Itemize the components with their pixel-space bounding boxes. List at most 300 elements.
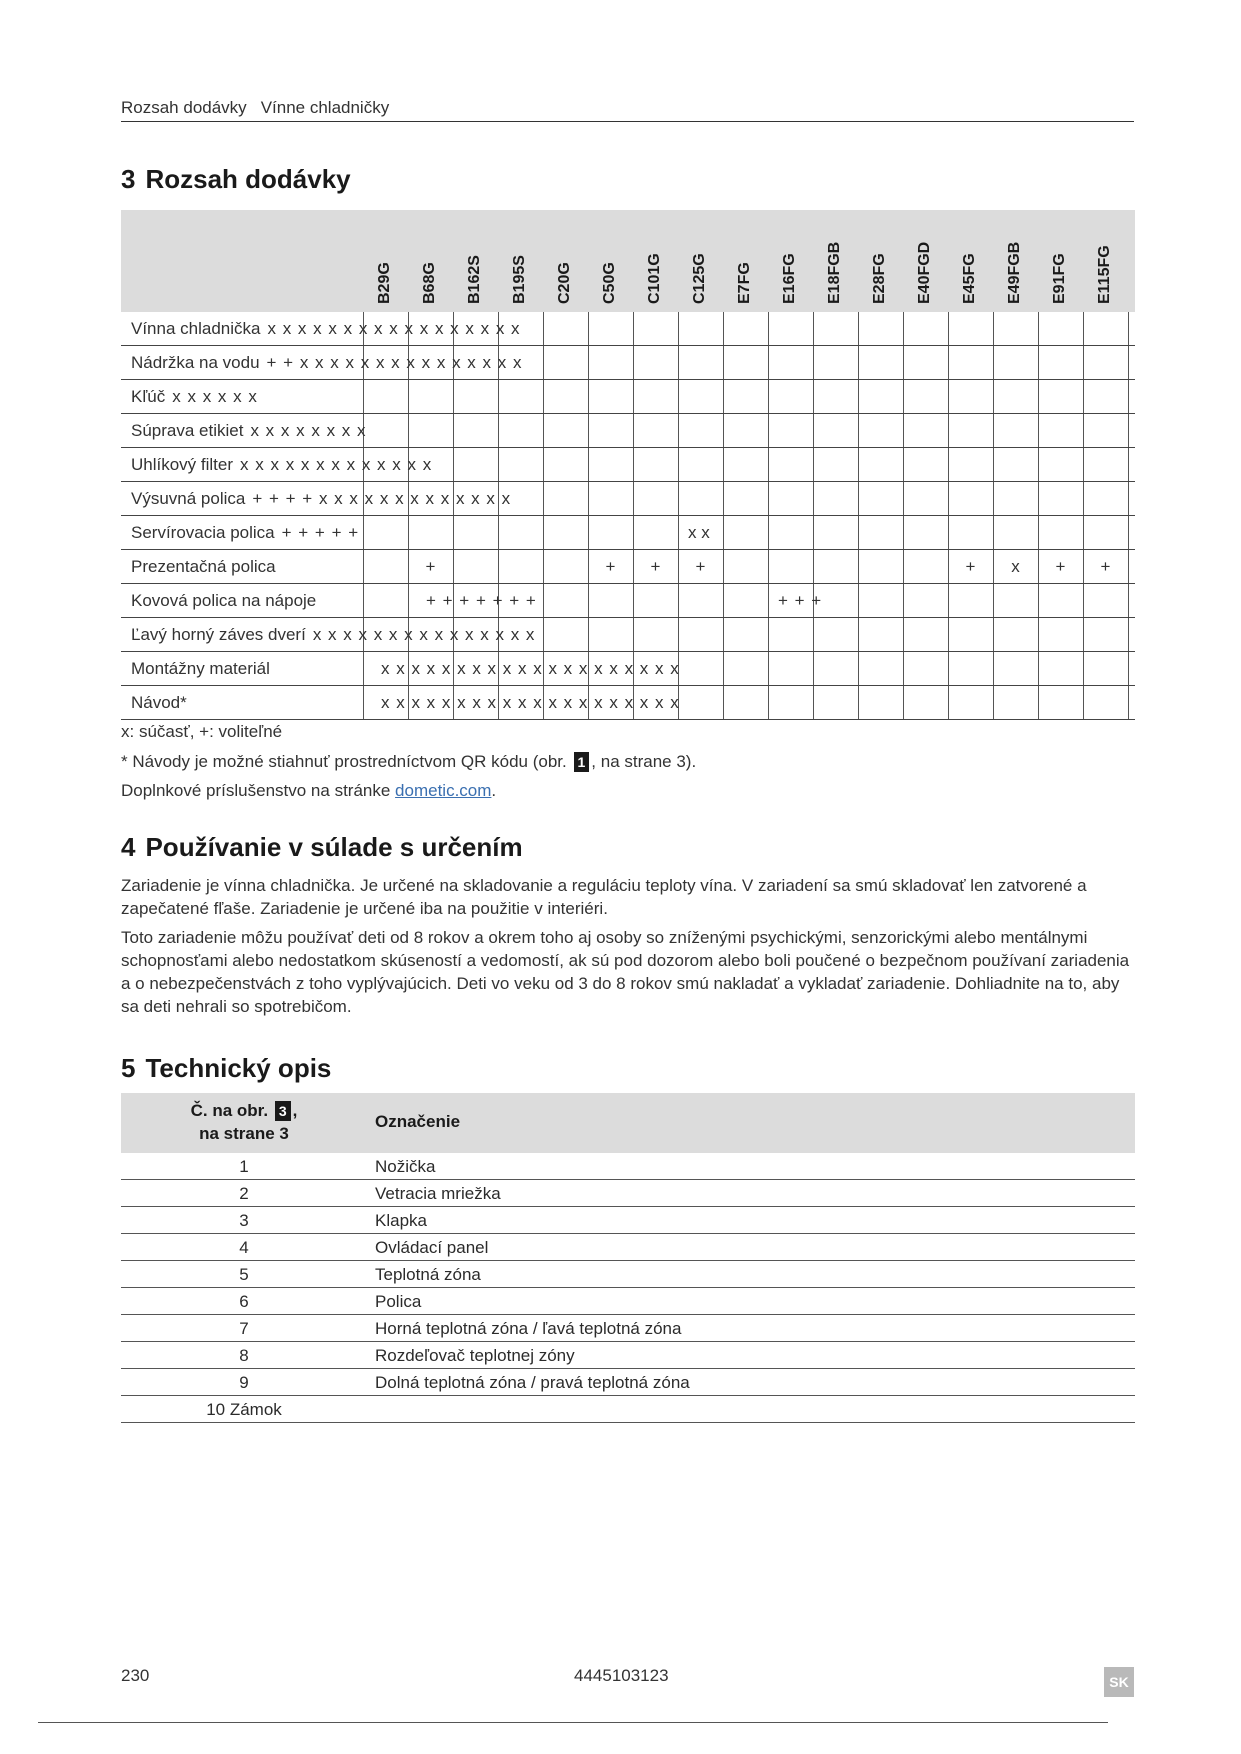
scope-row: [121, 618, 1135, 652]
scope-row: [121, 652, 1135, 686]
cell-border: [408, 414, 409, 447]
cell-border: [633, 516, 634, 549]
row-label-text: Kľúč: [131, 387, 166, 406]
model-label: E7FG: [735, 262, 753, 304]
cell-border: [1083, 482, 1084, 515]
cell-border: [993, 686, 994, 719]
row-label-text: Návod*: [131, 693, 187, 712]
scope-table: [121, 210, 1135, 720]
model-col: [633, 209, 678, 304]
model-label: E40FGD: [915, 241, 933, 304]
model-col: [363, 209, 408, 304]
scope-table-header: [121, 210, 1135, 312]
cell-border: [723, 448, 724, 481]
row-marks: x x x x x x x x x x x x x x x x x x x x: [381, 659, 680, 678]
model-col: [858, 209, 903, 304]
row-number: 4: [239, 1238, 249, 1257]
row-label: [131, 659, 270, 679]
cell-border: [723, 414, 724, 447]
cell-border: [948, 516, 949, 549]
scope-table-body: [121, 312, 1135, 720]
cell-border: [588, 618, 589, 651]
cell-border: [543, 618, 544, 651]
cell-border: [678, 584, 679, 617]
cell-border: [498, 516, 499, 549]
section3-number: 3: [121, 164, 136, 194]
scope-row: [121, 584, 1135, 618]
cell-border: [903, 618, 904, 651]
cell-border: [633, 618, 634, 651]
model-col: [768, 209, 813, 304]
cell-border: [678, 346, 679, 379]
cell-border: [363, 550, 364, 583]
cell-border: [903, 414, 904, 447]
cell-border: [363, 652, 364, 685]
cell-border: [1038, 618, 1039, 651]
cell-border: [858, 550, 859, 583]
cell-border: [678, 482, 679, 515]
cell-border: [993, 380, 994, 413]
model-col: [1038, 209, 1083, 304]
row-number: 5: [239, 1265, 249, 1284]
row-marks: + + + + +: [281, 523, 360, 542]
cell-border: [993, 618, 994, 651]
footer-rule: [38, 1722, 1108, 1723]
model-col: [543, 209, 588, 304]
cell-border: [678, 448, 679, 481]
cell-border: [993, 448, 994, 481]
cell-border: [1038, 686, 1039, 719]
accessories-note: [121, 781, 496, 801]
model-col: [1083, 209, 1128, 304]
table-row: [121, 1261, 1135, 1288]
model-col: [903, 209, 948, 304]
scope-row: [121, 516, 1135, 550]
scope-row: [121, 448, 1135, 482]
model-label: B195S: [510, 255, 528, 304]
cell-border: [1128, 312, 1129, 345]
cell-border: [1038, 346, 1039, 379]
row-label-text: Kovová polica na nápoje: [131, 591, 317, 610]
cell-border: [768, 482, 769, 515]
cell-border: [1128, 618, 1129, 651]
cell-border: [813, 516, 814, 549]
cell-border: [453, 414, 454, 447]
cell-border: [903, 550, 904, 583]
row-label-text: Nádržka na vodu: [131, 353, 260, 372]
cell-border: [588, 516, 589, 549]
model-label: C20G: [555, 262, 573, 304]
row-marks: x x x x x x x x x x x x x: [240, 455, 433, 474]
model-label: E45FG: [960, 253, 978, 304]
cell-border: [408, 516, 409, 549]
cell-border: [363, 584, 364, 617]
cell-border: [543, 448, 544, 481]
table-row: [121, 1153, 1135, 1180]
cell-border: [903, 482, 904, 515]
cell-border: [723, 380, 724, 413]
cell-border: [543, 584, 544, 617]
cell-border: [948, 448, 949, 481]
cell-border: [858, 652, 859, 685]
scope-row: [121, 380, 1135, 414]
table-row: [121, 1342, 1135, 1369]
cell-border: [543, 414, 544, 447]
cell-border: [813, 380, 814, 413]
cell-border: [678, 516, 679, 549]
cell-border: [903, 448, 904, 481]
cell-border: [588, 584, 589, 617]
cell-border: [723, 346, 724, 379]
cell-border: [993, 346, 994, 379]
accessories-suffix: .: [491, 781, 497, 800]
model-col: [408, 209, 453, 304]
cell-border: [768, 550, 769, 583]
cell-border: [1083, 414, 1084, 447]
figure-ref-badge: 3: [275, 1101, 291, 1121]
cell-border: [633, 346, 634, 379]
cell-border: [1038, 584, 1039, 617]
cell-border: [858, 380, 859, 413]
cell-border: [498, 380, 499, 413]
cell-border: [858, 346, 859, 379]
accessories-prefix: Doplnkové príslušenstvo na stránke: [121, 781, 391, 800]
cell-border: [903, 516, 904, 549]
cell-border: [858, 448, 859, 481]
row-number: 10 Zámok: [206, 1400, 282, 1419]
tech-col-number-header: [121, 1099, 367, 1145]
cell-border: [768, 346, 769, 379]
cell-border: [948, 482, 949, 515]
cell-border: [993, 652, 994, 685]
cell-border: [723, 584, 724, 617]
cell-border: [453, 448, 454, 481]
table-row: [121, 1288, 1135, 1315]
cell-border: [678, 414, 679, 447]
row-marks: x x x x x x x x: [250, 421, 367, 440]
row-designation: Ovládací panel: [375, 1238, 489, 1257]
cell-border: [723, 482, 724, 515]
cell-border: [858, 414, 859, 447]
dometic-link[interactable]: dometic.com: [395, 781, 492, 800]
row-marks: x x x x x x x x x x x x x x x x x x x x: [381, 693, 680, 712]
row-label: [131, 489, 511, 509]
row-label: [131, 625, 535, 645]
table-row: [121, 1315, 1135, 1342]
row-number: 3: [239, 1211, 249, 1230]
row-marks: x x x x x x x x x x x x x x x x x: [267, 319, 521, 338]
row-number: 2: [239, 1184, 249, 1203]
row-label: [131, 421, 367, 441]
cell-border: [363, 380, 364, 413]
row-number: 6: [239, 1292, 249, 1311]
cell-border: [993, 414, 994, 447]
section5-number: 5: [121, 1053, 136, 1083]
cell-border: [1083, 516, 1084, 549]
cell-border: [948, 618, 949, 651]
cell-border: [993, 312, 994, 345]
cell-border: [858, 686, 859, 719]
model-label: E16FG: [780, 253, 798, 304]
model-col: [948, 209, 993, 304]
cell-border: [813, 312, 814, 345]
row-designation: Teplotná zóna: [375, 1265, 481, 1284]
cell-border: [993, 584, 994, 617]
cell-border: [1128, 516, 1129, 549]
cell-border: [948, 584, 949, 617]
cell-border: [633, 448, 634, 481]
table-row: [121, 1207, 1135, 1234]
figure-ref-badge: 1: [574, 752, 590, 772]
row-label-text: Výsuvná polica: [131, 489, 246, 508]
cell-border: [408, 380, 409, 413]
cell-border: [723, 618, 724, 651]
cell-border: [813, 686, 814, 719]
cell-border: [1038, 380, 1039, 413]
cell-border: [1038, 482, 1039, 515]
model-col: [993, 209, 1038, 304]
document-code: 4445103123: [574, 1666, 669, 1685]
cell-border: [1083, 618, 1084, 651]
section4-title: Používanie v súlade s určením: [145, 832, 523, 862]
cell-border: [408, 584, 409, 617]
cell-border: [633, 312, 634, 345]
cell-border: [453, 516, 454, 549]
cell-border: [768, 312, 769, 345]
table-row: [121, 1180, 1135, 1207]
row-label-text: Ľavý horný záves dverí: [131, 625, 306, 644]
cell-border: [1128, 414, 1129, 447]
cell-border: [1083, 312, 1084, 345]
table-row: [121, 1369, 1135, 1396]
row-label: [131, 319, 521, 339]
cell-border: [858, 312, 859, 345]
section4-heading: [121, 832, 523, 863]
cell-border: [813, 414, 814, 447]
cell-border: [903, 686, 904, 719]
section5-title: Technický opis: [145, 1053, 332, 1083]
cell-border: [723, 550, 724, 583]
model-label: E91FG: [1050, 253, 1068, 304]
tech-col-number-suffix: ,: [292, 1101, 298, 1120]
cell-border: [1083, 346, 1084, 379]
row-number: 1: [239, 1157, 249, 1176]
header-section: Rozsah dodávky: [121, 98, 247, 117]
cell-border: [633, 380, 634, 413]
cell-border: [903, 584, 904, 617]
cell-border: [363, 516, 364, 549]
row-designation: Rozdeľovač teplotnej zóny: [375, 1346, 575, 1365]
cell-border: [903, 380, 904, 413]
row-label-text: Súprava etikiet: [131, 421, 244, 440]
cell-border: [768, 652, 769, 685]
model-col: [498, 209, 543, 304]
cell-border: [903, 312, 904, 345]
row-designation: Dolná teplotná zóna / pravá teplotná zóna: [375, 1373, 690, 1392]
row-label: [131, 591, 316, 611]
cell-border: [813, 652, 814, 685]
cell-border: [948, 380, 949, 413]
cell-border: [588, 312, 589, 345]
cell-border: [1128, 448, 1129, 481]
row-marks: x x: [688, 523, 710, 542]
cell-border: [768, 686, 769, 719]
scope-row: [121, 686, 1135, 720]
cell-border: [1128, 380, 1129, 413]
row-label: [131, 353, 522, 373]
cell-border: [813, 550, 814, 583]
cell-border: [1038, 448, 1039, 481]
cell-border: [1038, 312, 1039, 345]
row-label: [131, 387, 258, 407]
cell-border: [1083, 380, 1084, 413]
cell-border: [813, 482, 814, 515]
mark-cell: +: [695, 557, 706, 576]
model-col: [453, 209, 498, 304]
cell-border: [543, 482, 544, 515]
cell-border: [858, 482, 859, 515]
legend: x: súčasť, +: voliteľné: [121, 722, 283, 741]
tech-table: [121, 1093, 1135, 1423]
cell-border: [768, 380, 769, 413]
page-number: 230: [121, 1666, 150, 1685]
cell-border: [588, 346, 589, 379]
model-label: E18FGB: [825, 241, 843, 304]
model-label: B29G: [375, 262, 393, 304]
row-label-text: Vínna chladnička: [131, 319, 261, 338]
cell-border: [948, 652, 949, 685]
row-marks: + + +: [778, 591, 823, 610]
cell-border: [723, 516, 724, 549]
cell-border: [498, 550, 499, 583]
cell-border: [723, 686, 724, 719]
manual-note: [121, 752, 696, 772]
row-number: 7: [239, 1319, 249, 1338]
model-label: E28FG: [870, 253, 888, 304]
cell-border: [1083, 448, 1084, 481]
running-header: [121, 98, 389, 118]
tech-col-number-line2: na strane 3: [199, 1124, 289, 1143]
cell-border: [948, 312, 949, 345]
manual-note-suffix: , na strane 3).: [591, 752, 697, 771]
cell-border: [723, 312, 724, 345]
table-row: [121, 1396, 1135, 1423]
cell-border: [813, 618, 814, 651]
cell-border: [1128, 482, 1129, 515]
cell-border: [858, 618, 859, 651]
cell-border: [768, 414, 769, 447]
row-label-text: Uhlíkový filter: [131, 455, 234, 474]
model-label: E49FGB: [1005, 241, 1023, 304]
model-label: B68G: [420, 262, 438, 304]
cell-border: [1038, 516, 1039, 549]
row-designation: Vetracia mriežka: [375, 1184, 501, 1203]
scope-row: [121, 482, 1135, 516]
row-label: [131, 693, 187, 713]
model-label: C50G: [600, 262, 618, 304]
mark-cell: x: [1011, 557, 1020, 576]
language-badge: SK: [1104, 1667, 1134, 1697]
section5-heading: [121, 1053, 331, 1084]
cell-border: [1128, 550, 1129, 583]
cell-border: [543, 312, 544, 345]
cell-border: [1128, 652, 1129, 685]
section4-body: [121, 874, 1131, 1024]
model-label: C125G: [690, 253, 708, 304]
row-label: [131, 557, 276, 577]
cell-border: [498, 448, 499, 481]
cell-border: [993, 482, 994, 515]
cell-border: [1038, 414, 1039, 447]
section4-paragraph: Toto zariadenie môžu používať deti od 8 rokov a okrem toho aj osoby so zníženými psychickými, senzorickými alebo mentálnymi schopnosťami alebo nedostatkom skúseností a vedomostí, ak sú pod dozorom alebo boli poučené o bezpečnom používaní zariadenia a o nebezpečenstvách z toho vyplývajúcich. Deti vo veku od 3 do 8 rokov smú nakladať a vykladať zariadenie. Dohliadnite na to, aby sa deti nehrali so spotrebičom.: [121, 928, 1130, 1016]
cell-border: [813, 448, 814, 481]
mark-cell: +: [650, 557, 661, 576]
cell-border: [543, 550, 544, 583]
model-label: E115FG: [1095, 245, 1113, 304]
cell-border: [543, 380, 544, 413]
row-marks: + + + + + + +: [426, 591, 537, 610]
cell-border: [453, 380, 454, 413]
cell-border: [948, 686, 949, 719]
mark-cell: +: [965, 557, 976, 576]
scope-row: [121, 312, 1135, 346]
header-rule: [121, 121, 1134, 122]
row-designation: Horná teplotná zóna / ľavá teplotná zóna: [375, 1319, 682, 1338]
cell-border: [588, 380, 589, 413]
mark-cell: +: [1100, 557, 1111, 576]
cell-border: [903, 346, 904, 379]
cell-border: [903, 652, 904, 685]
row-number: 9: [239, 1373, 249, 1392]
cell-border: [363, 686, 364, 719]
cell-border: [768, 448, 769, 481]
cell-border: [768, 516, 769, 549]
cell-border: [1038, 652, 1039, 685]
cell-border: [498, 414, 499, 447]
cell-border: [633, 414, 634, 447]
row-label: [131, 455, 432, 475]
mark-cell: +: [1055, 557, 1066, 576]
cell-border: [768, 584, 769, 617]
cell-border: [993, 516, 994, 549]
cell-border: [1083, 584, 1084, 617]
scope-row: [121, 414, 1135, 448]
row-label-text: Montážny materiál: [131, 659, 270, 678]
table-row: [121, 1234, 1135, 1261]
cell-border: [633, 584, 634, 617]
mark-cell: +: [605, 557, 616, 576]
cell-border: [678, 380, 679, 413]
model-col: [813, 209, 858, 304]
cell-border: [588, 448, 589, 481]
cell-border: [633, 482, 634, 515]
tech-col-number-prefix: Č. na obr.: [190, 1101, 269, 1120]
cell-border: [768, 618, 769, 651]
row-label-text: Prezentačná polica: [131, 557, 276, 576]
row-designation: Klapka: [375, 1211, 427, 1230]
tech-col-designation-header: Označenie: [375, 1112, 461, 1131]
cell-border: [543, 516, 544, 549]
cell-border: [948, 346, 949, 379]
cell-border: [678, 312, 679, 345]
cell-border: [723, 652, 724, 685]
model-col: [588, 209, 633, 304]
cell-border: [678, 618, 679, 651]
cell-border: [1128, 584, 1129, 617]
cell-border: [1083, 652, 1084, 685]
cell-border: [858, 584, 859, 617]
row-marks: x x x x x x x x x x x x x x x: [312, 625, 536, 644]
